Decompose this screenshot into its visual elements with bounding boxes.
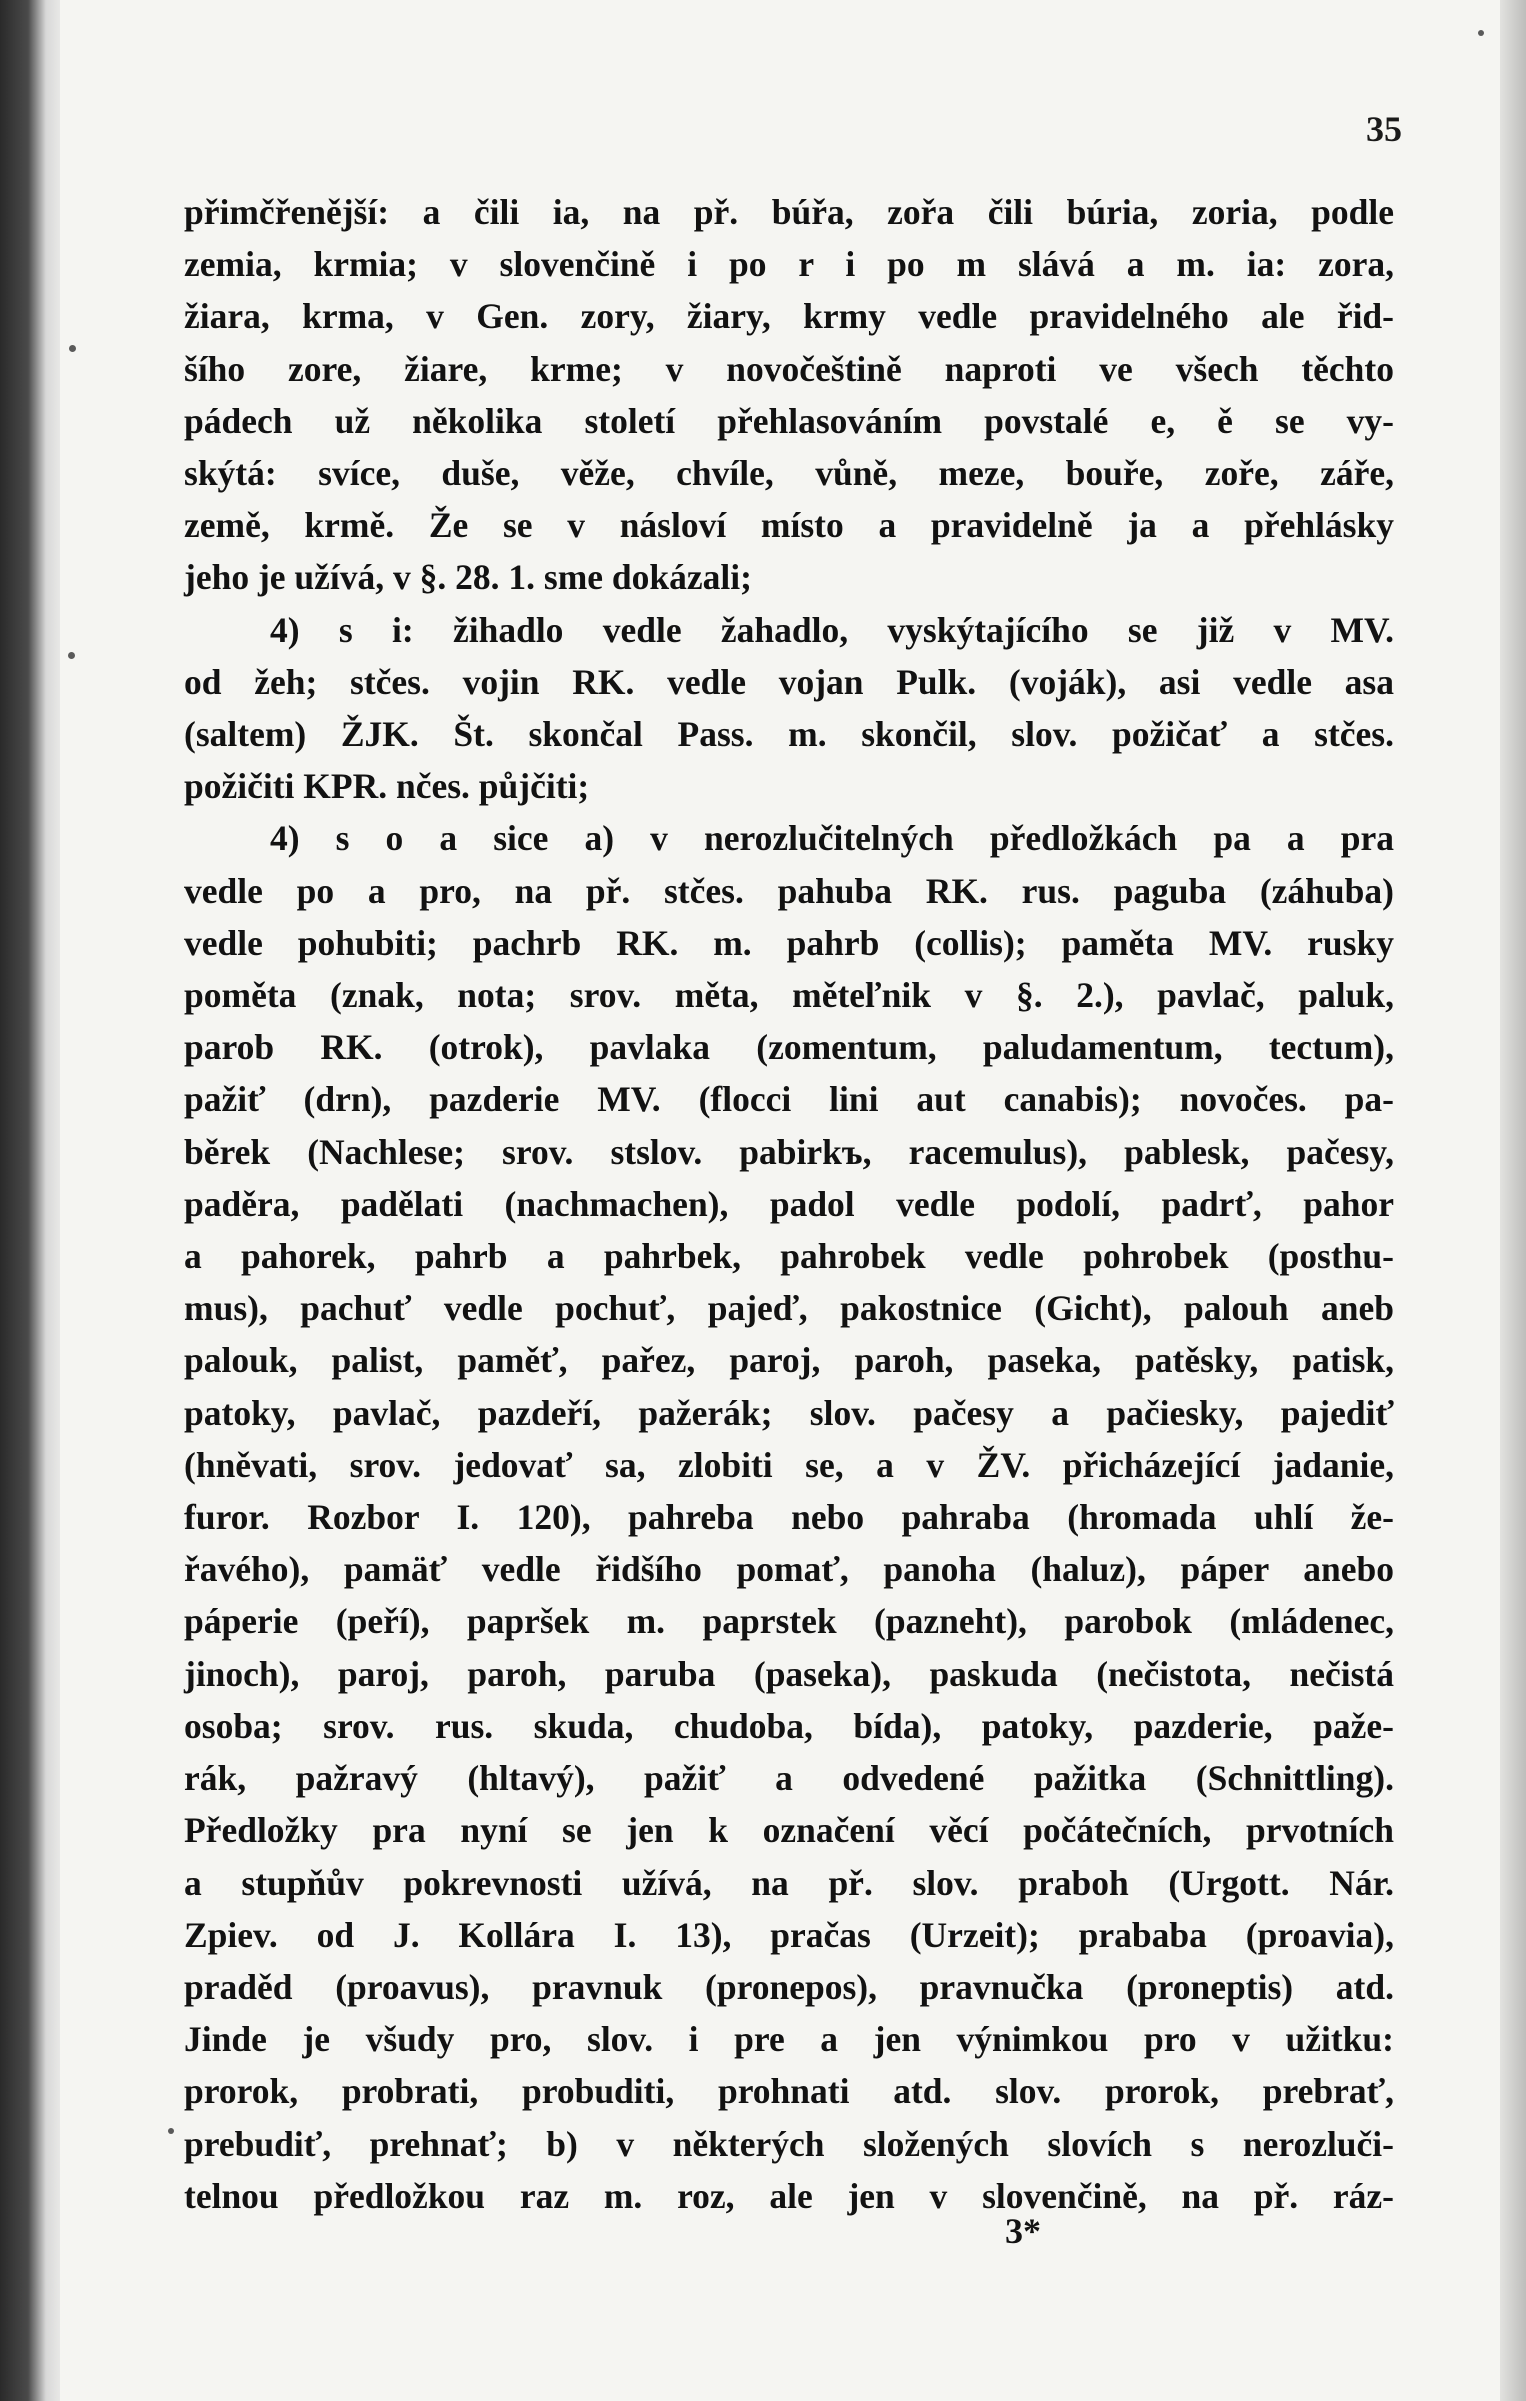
scan-speck: [168, 2128, 174, 2134]
text-line: a pahorek, pahrb a pahrbek, pahrobek vedle pohrobek (posthu-: [184, 1236, 1394, 1277]
text-line: žiara, krma, v Gen. zory, žiary, krmy vedle pravidelného ale řid-: [184, 296, 1394, 337]
text-line: od žeh; stčes. vojin RK. vedle vojan Pulk. (voják), asi vedle asa: [184, 661, 1394, 702]
text-line: patoky, pavlač, pazdeří, pažerák; slov. pačesy a pačiesky, pajediť: [184, 1392, 1394, 1433]
text-line: pažiť (drn), pazderie MV. (flocci lini aut canabis); novočes. pa-: [184, 1079, 1394, 1120]
text-line: země, krmě. Že se v násloví místo a pravidelně ja a přehlásky: [184, 505, 1394, 546]
text-line: telnou předložkou raz m. roz, ale jen v slovenčině, na př. ráz-: [184, 2175, 1394, 2216]
text-line: skýtá: svíce, duše, věže, chvíle, vůně, meze, bouře, zoře, záře,: [184, 453, 1394, 494]
text-line: Jinde je všudy pro, slov. i pre a jen výnimkou pro v užitku:: [184, 2019, 1394, 2060]
text-line: jeho je užívá, v §. 28. 1. sme dokázali;: [184, 557, 752, 598]
text-line: zemia, krmia; v slovenčině i po r i po m slává a m. ia: zora,: [184, 244, 1394, 285]
scan-speck: [68, 652, 75, 659]
text-line: pádech už několika století přehlasováním povstalé e, ě se vy-: [184, 400, 1394, 441]
page-number: 35: [1366, 109, 1402, 149]
scan-speck: [69, 345, 76, 352]
text-line: Předložky pra nyní se jen k označení věcí počátečních, prvotních: [184, 1810, 1394, 1851]
body-text: [184, 186, 1394, 2222]
text-line: požičiti KPR. nčes. půjčiti;: [184, 766, 590, 807]
text-line: palouk, palist, paměť, pařez, paroj, paroh, paseka, patěsky, patisk,: [184, 1340, 1394, 1381]
text-line: (hněvati, srov. jedovať sa, zlobiti se, a v ŽV. přicházející jadanie,: [184, 1444, 1394, 1485]
scan-speck: [1478, 30, 1484, 36]
text-line: paděra, padělati (nachmachen), padol vedle podolí, padrť, pahor: [184, 1183, 1394, 1224]
text-line: vedle po a pro, na př. stčes. pahuba RK. rus. paguba (záhuba): [184, 870, 1394, 911]
text-line: praděd (proavus), pravnuk (pronepos), pravnučka (proneptis) atd.: [184, 1966, 1394, 2007]
text-line: (saltem) ŽJK. Št. skončal Pass. m. skončil, slov. požičať a stčes.: [184, 714, 1394, 755]
text-line: parob RK. (otrok), pavlaka (zomentum, paludamentum, tectum),: [184, 1027, 1394, 1068]
paragraph-start-line: 4) s i: žihadlo vedle žahadlo, vyskýtajícího se již v MV.: [270, 609, 1394, 650]
text-line: řavého), pamäť vedle řidšího pomať, panoha (haluz), páper anebo: [184, 1549, 1394, 1590]
text-line: poměta (znak, nota; srov. měta, měteľnik v §. 2.), pavlač, paluk,: [184, 975, 1394, 1016]
text-line: prorok, probrati, probuditi, prohnati atd. slov. prorok, prebrať,: [184, 2071, 1394, 2112]
text-line: a stupňův pokrevnosti užívá, na př. slov. praboh (Urgott. Nár.: [184, 1862, 1394, 1903]
text-line: šího zore, žiare, krme; v novočeštině naproti ve všech těchto: [184, 348, 1394, 389]
text-line: vedle pohubiti; pachrb RK. m. pahrb (collis); paměta MV. rusky: [184, 922, 1394, 963]
text-line: páperie (peří), papršek m. paprstek (pazneht), parobok (mládenec,: [184, 1601, 1394, 1642]
text-line: přimčřenější: a čili ia, na př. búřa, zořa čili búria, zoria, podle: [184, 192, 1394, 232]
text-line: jinoch), paroj, paroh, paruba (paseka), paskuda (nečistota, nečistá: [184, 1653, 1394, 1694]
text-line: Zpiev. od J. Kollára I. 13), pračas (Urzeit); prababa (proavia),: [184, 1914, 1394, 1955]
text-line: furor. Rozbor I. 120), pahreba nebo pahraba (hromada uhlí že-: [184, 1497, 1394, 1538]
text-line: rák, pažravý (hltavý), pažiť a odvedené pažitka (Schnittling).: [184, 1758, 1394, 1799]
paragraph-start-line: 4) s o a sice a) v nerozlučitelných předložkách pa a pra: [270, 818, 1394, 859]
text-line: běrek (Nachlese; srov. stslov. pabirkъ, racemulus), pablesk, pačesy,: [184, 1131, 1394, 1172]
signature-mark: 3*: [1005, 2211, 1041, 2251]
text-line: osoba; srov. rus. skuda, chudoba, bída), patoky, pazderie, paže-: [184, 1705, 1394, 1746]
text-line: mus), pachuť vedle pochuť, pajeď, pakostnice (Gicht), palouh aneb: [184, 1288, 1394, 1329]
text-line: prebudiť, prehnať; b) v některých složených slovích s nerozluči-: [184, 2123, 1394, 2164]
